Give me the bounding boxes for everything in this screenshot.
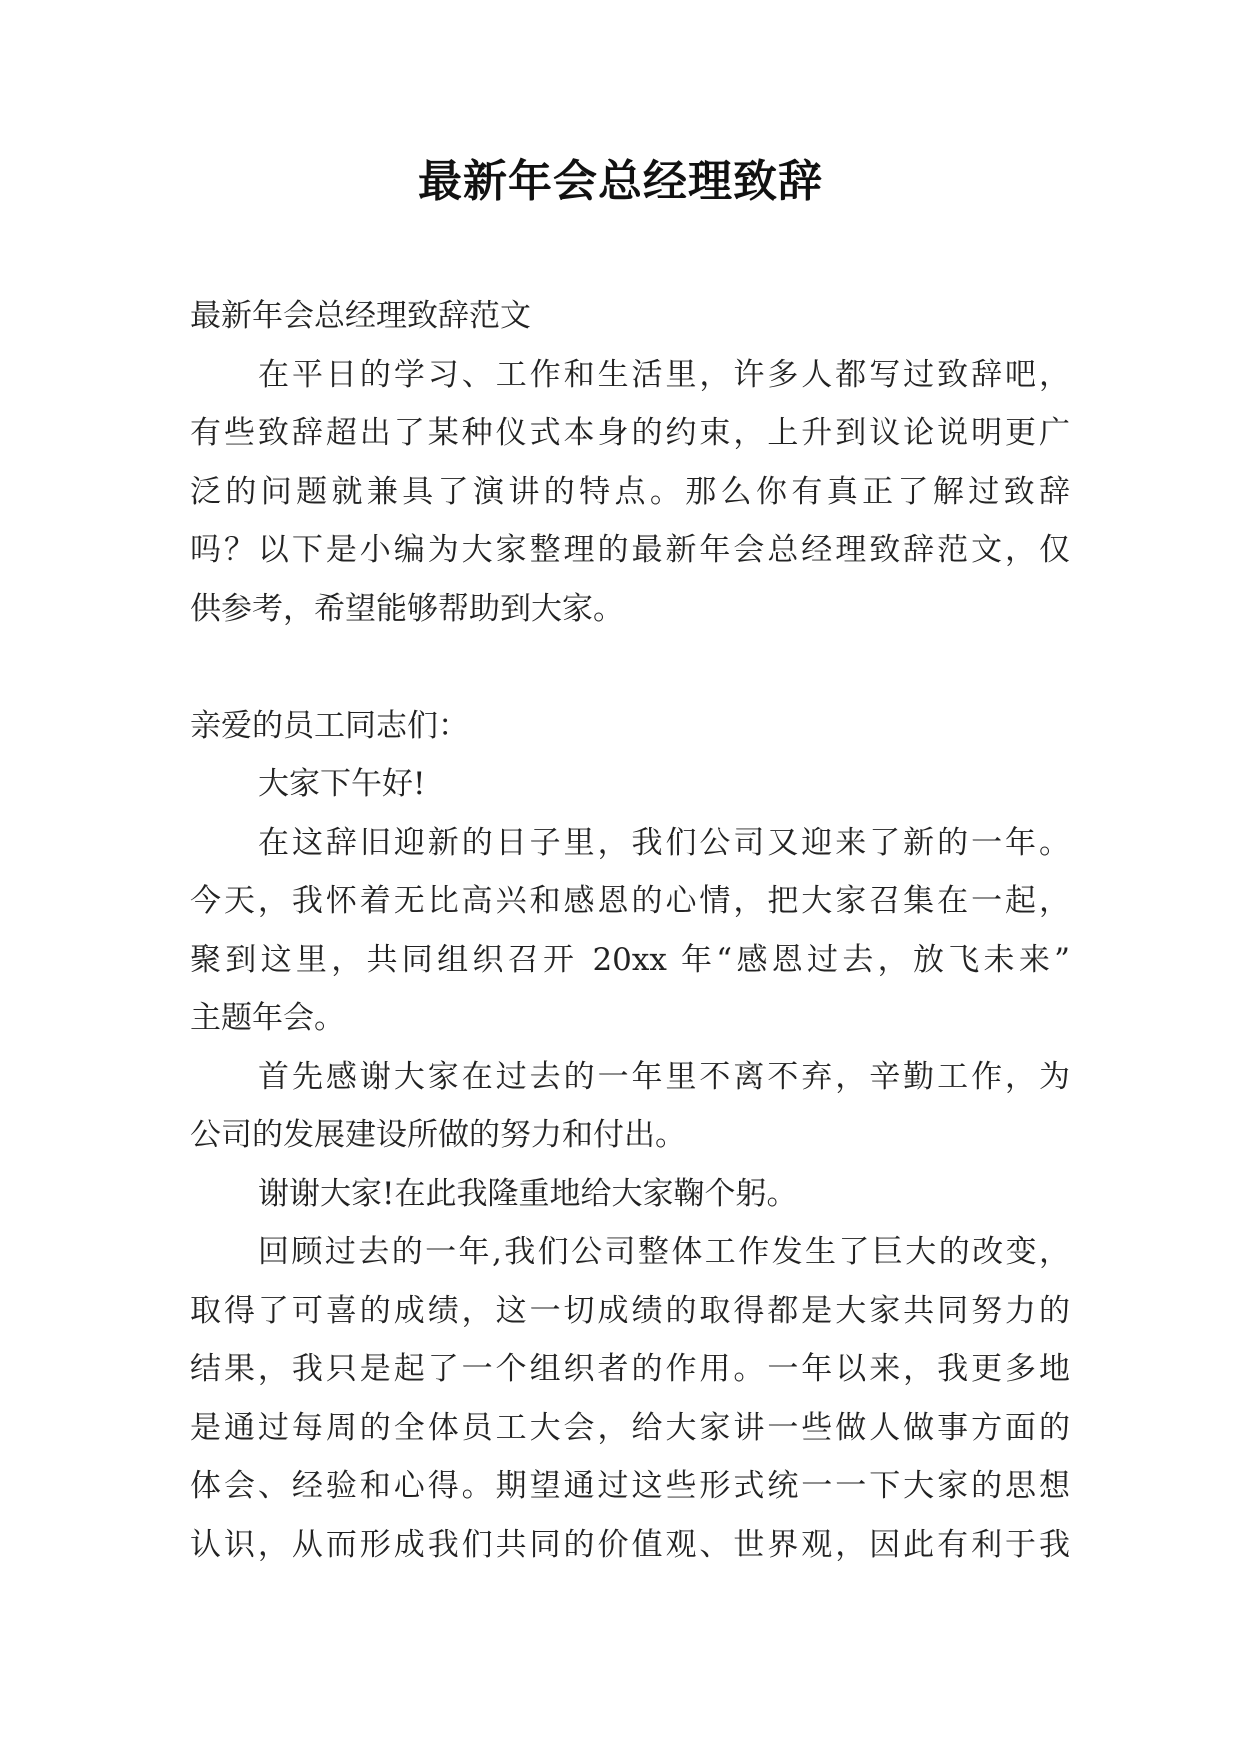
text-line: 有些致辞超出了某种仪式本身的约束，上升到议论说明更广 [190,415,1070,451]
text-line: 吗？以下是小编为大家整理的最新年会总经理致辞范文，仅 [190,532,1070,568]
text-line: 在平日的学习、工作和生活里，许多人都写过致辞吧， [258,356,1070,393]
text-line: 是通过每周的全体员工大会，给大家讲一些做人做事方面的 [190,1409,1070,1446]
text-line: 结果，我只是起了一个组织者的作用。一年以来，我更多地 [190,1351,1070,1387]
text-line: 大家下午好! [258,766,426,802]
document-body [190,287,1070,1574]
text-line: 今天，我怀着无比高兴和感恩的心情，把大家召集在一起， [190,883,1070,919]
text-line: 泛的问题就兼具了演讲的特点。那么你有真正了解过致辞 [190,473,1070,510]
text-line: 公司的发展建设所做的努力和付出。 [190,1117,686,1153]
text-line: 聚到这里，共同组织召开 20xx 年“感恩过去，放飞未来” [190,941,1070,978]
document-title: 最新年会总经理致辞 [418,156,823,207]
text-line: 谢谢大家!在此我隆重地给大家鞠个躬。 [258,1175,798,1212]
paragraph-gap [190,638,1070,697]
text-line: 供参考，希望能够帮助到大家。 [190,590,624,627]
text-line: 最新年会总经理致辞范文 [190,298,531,334]
text-line: 首先感谢大家在过去的一年里不离不弃，辛勤工作，为 [258,1058,1070,1095]
text-line: 体会、经验和心得。期望通过这些形式统一一下大家的思想 [190,1468,1070,1504]
text-line: 回顾过去的一年,我们公司整体工作发生了巨大的改变， [258,1234,1070,1270]
text-line: 取得了可喜的成绩，这一切成绩的取得都是大家共同努力的 [190,1292,1070,1329]
text-line: 亲爱的员工同志们： [190,707,469,744]
text-line: 主题年会。 [190,1000,345,1036]
text-line: 认识，从而形成我们共同的价值观、世界观，因此有利于我 [190,1526,1070,1563]
text-line: 在这辞旧迎新的日子里，我们公司又迎来了新的一年。 [258,824,1070,861]
